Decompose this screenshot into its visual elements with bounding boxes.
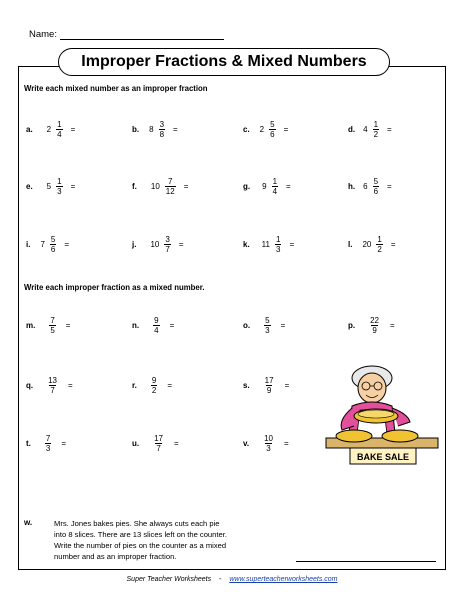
problem-j	[132, 235, 183, 254]
whole-number: 5	[46, 182, 52, 191]
problem-r	[132, 376, 172, 395]
problem-label: e.	[26, 182, 33, 191]
footer-separator: -	[219, 576, 222, 583]
problem-label: v.	[243, 439, 250, 448]
word-problem-text: Mrs. Jones bakes pies. She always cuts each pie into 8 slices. There are 13 slices left on the counter. Write the number of pies on the counter as a mixed number and as an improper fraction.	[54, 519, 227, 561]
whole-number: 7	[40, 240, 45, 249]
problem-label: d.	[348, 125, 356, 134]
equals-sign: =	[64, 240, 70, 249]
problem-m	[26, 316, 70, 335]
fraction: $\frac{22}{9}$	[370, 316, 380, 335]
fraction: $\frac{13}{7}$	[48, 376, 58, 395]
equals-sign: =	[286, 182, 291, 191]
problem-h	[348, 177, 392, 196]
problem-label: p.	[348, 321, 356, 330]
equals-sign: =	[65, 321, 71, 330]
fraction: $\frac{7}{3}$	[45, 434, 51, 453]
whole-number: 20	[362, 240, 372, 249]
whole-number: 4	[363, 125, 368, 134]
problem-s	[243, 376, 289, 395]
problem-label: g.	[243, 182, 251, 191]
problem-label: r.	[132, 381, 137, 390]
section-heading-mixed: Write each mixed number as an improper fraction	[24, 84, 208, 93]
fraction: $\frac{9}{2}$	[151, 376, 157, 395]
problem-label: s.	[243, 381, 250, 390]
problem-d	[348, 120, 392, 139]
equals-sign: =	[390, 240, 396, 249]
fraction: $\frac{1}{4}$	[57, 120, 62, 139]
fraction: $\frac{5}{6}$	[50, 235, 56, 254]
problem-k	[243, 235, 294, 254]
problem-l	[348, 235, 395, 254]
problem-label: i.	[26, 240, 31, 249]
problem-label: q.	[26, 381, 34, 390]
fraction: $\frac{10}{3}$	[264, 434, 273, 453]
problem-g	[243, 177, 291, 196]
word-problem-label: w.	[24, 518, 33, 527]
answer-line	[296, 561, 436, 562]
fraction: $\frac{3}{8}$	[159, 120, 165, 139]
footer-url-link[interactable]: www.superteacherworksheets.com	[229, 576, 338, 583]
whole-number: 2	[46, 125, 52, 134]
problem-b	[132, 120, 178, 139]
problem-label: n.	[132, 321, 140, 330]
problem-t	[26, 434, 66, 453]
problem-label: f.	[132, 182, 137, 191]
problem-v	[243, 434, 289, 453]
equals-sign: =	[167, 381, 173, 390]
bake-sale-sign: BAKE SALE	[356, 452, 410, 462]
equals-sign: =	[284, 381, 290, 390]
name-line	[60, 39, 224, 40]
name-label: Name:	[29, 29, 57, 40]
whole-number: 10	[150, 182, 160, 191]
equals-sign: =	[173, 125, 178, 134]
fraction: $\frac{1}{3}$	[275, 235, 281, 254]
problem-o	[243, 316, 285, 335]
equals-sign: =	[70, 125, 76, 134]
equals-sign: =	[289, 240, 295, 249]
section-heading-improper: Write each improper fraction as a mixed number.	[24, 283, 205, 292]
fraction: $\frac{1}{2}$	[377, 235, 382, 254]
equals-sign: =	[387, 182, 392, 191]
fraction: $\frac{1}{4}$	[272, 177, 278, 196]
fraction: $\frac{5}{6}$	[373, 177, 379, 196]
fraction: $\frac{5}{6}$	[270, 120, 275, 139]
footer-brand: Super Teacher Worksheets	[126, 576, 212, 583]
fraction: $\frac{17}{9}$	[264, 376, 274, 395]
equals-sign: =	[280, 321, 286, 330]
fraction: $\frac{17}{7}$	[154, 434, 164, 453]
equals-sign: =	[169, 321, 175, 330]
fraction: $\frac{7}{5}$	[50, 316, 55, 335]
equals-sign: =	[61, 439, 67, 448]
equals-sign: =	[70, 182, 76, 191]
problem-label: u.	[132, 439, 140, 448]
problem-i	[26, 235, 69, 254]
fraction: $\frac{9}{4}$	[154, 316, 159, 335]
equals-sign: =	[390, 321, 395, 330]
equals-sign: =	[178, 240, 184, 249]
baker-illustration	[320, 364, 442, 470]
page-title: Improper Fractions & Mixed Numbers	[58, 48, 390, 76]
problem-q	[26, 376, 73, 395]
fraction: $\frac{1}{3}$	[57, 177, 62, 196]
problem-label: j.	[132, 240, 137, 249]
whole-number: 6	[363, 182, 368, 191]
problem-e	[26, 177, 75, 196]
problem-label: h.	[348, 182, 356, 191]
problem-label: t.	[26, 439, 31, 448]
problem-p	[348, 316, 395, 335]
problem-label: c.	[243, 125, 250, 134]
problem-f	[132, 177, 188, 196]
problem-a	[26, 120, 75, 139]
fraction: $\frac{5}{3}$	[265, 316, 270, 335]
problem-u	[132, 434, 179, 453]
problem-n	[132, 316, 174, 335]
problem-c	[243, 120, 288, 139]
problem-label: k.	[243, 240, 250, 249]
equals-sign: =	[68, 381, 73, 390]
whole-number: 11	[261, 240, 270, 249]
whole-number: 9	[262, 182, 267, 191]
fraction: $\frac{1}{2}$	[373, 120, 379, 139]
problem-label: a.	[26, 125, 33, 134]
equals-sign: =	[387, 125, 392, 134]
fraction: $\frac{7}{12}$	[165, 177, 175, 196]
equals-sign: =	[283, 125, 289, 134]
equals-sign: =	[283, 439, 289, 448]
equals-sign: =	[183, 182, 189, 191]
whole-number: 2	[259, 125, 265, 134]
whole-number: 8	[149, 125, 154, 134]
whole-number: 10	[150, 240, 160, 249]
fraction: $\frac{3}{7}$	[165, 235, 170, 254]
problem-label: o.	[243, 321, 251, 330]
footer	[0, 576, 464, 583]
problem-label: l.	[348, 240, 353, 249]
equals-sign: =	[174, 439, 179, 448]
problem-label: b.	[132, 125, 140, 134]
problem-label: m.	[26, 321, 36, 330]
